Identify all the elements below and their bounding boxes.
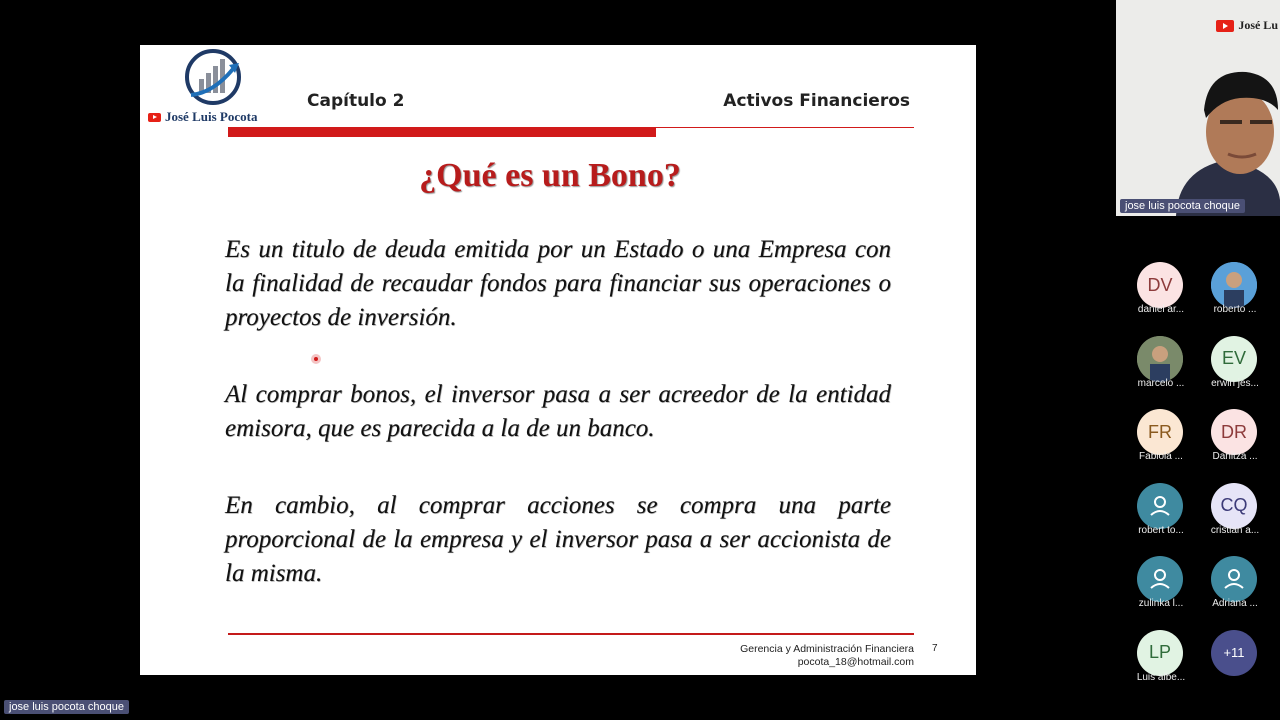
participant-tile[interactable] — [1198, 334, 1272, 407]
topic-label: Activos Financieros — [723, 91, 910, 111]
presenter-name-tag: jose luis pocota choque — [4, 700, 129, 714]
person-icon — [1137, 556, 1183, 602]
participant-avatar: DR — [1211, 409, 1257, 455]
participant-tile[interactable] — [1124, 334, 1198, 407]
participant-tile[interactable] — [1124, 260, 1198, 333]
more-participants-badge: +11 — [1211, 630, 1257, 676]
participant-tile[interactable] — [1198, 628, 1272, 701]
participant-avatar: CQ — [1211, 483, 1257, 529]
participant-name: Luis albe... — [1136, 671, 1186, 683]
participant-tile[interactable] — [1198, 554, 1272, 627]
participant-avatar: FR — [1137, 409, 1183, 455]
participant-tile[interactable] — [1124, 481, 1198, 554]
participant-name: zulinka l... — [1138, 598, 1184, 609]
footer-rule — [228, 633, 914, 635]
person-icon — [1211, 556, 1257, 602]
paragraph-definition: Es un titulo de deuda emitida por un Estado o una Empresa con la finalidad de recaudar fondos para financiar sus operaciones o proyectos de inversión. — [225, 236, 891, 331]
paragraph-bonds: Al comprar bonos, el inversor pasa a ser acreedor de la entidad emisora, que es parecida a la de un banco. — [225, 381, 891, 442]
brand-name: José Luis Pocota — [165, 109, 258, 124]
participant-name: cristian a... — [1210, 524, 1260, 536]
participant-avatar: EV — [1211, 336, 1257, 382]
footer-email: pocota_18@hotmail.com — [797, 656, 914, 668]
chart-logo-icon — [183, 49, 243, 105]
participant-tile[interactable] — [1124, 407, 1198, 480]
participant-avatar: LP — [1137, 630, 1183, 676]
paragraph-stocks: En cambio, al comprar acciones se compra una parte proporcional de la empresa y el inversor pasa a ser accionista de la misma. — [225, 492, 891, 587]
person-icon — [1137, 483, 1183, 529]
participant-photo — [1211, 262, 1257, 308]
youtube-icon — [148, 113, 161, 122]
header-rule — [656, 127, 914, 128]
youtube-icon — [1216, 20, 1234, 32]
participant-avatar: DV — [1137, 262, 1183, 308]
participant-name: marcelo ... — [1137, 377, 1185, 389]
participant-tile[interactable] — [1198, 260, 1272, 333]
participant-tile[interactable] — [1124, 628, 1198, 701]
participant-name: Fabiola ... — [1139, 451, 1183, 462]
participant-name: roberto ... — [1213, 304, 1257, 315]
slide-footer — [740, 643, 914, 669]
video-brand: José Lu — [1238, 18, 1278, 32]
speaker-video-tile[interactable] — [1116, 0, 1280, 216]
participant-tile[interactable] — [1198, 407, 1272, 480]
participant-tile[interactable] — [1124, 554, 1198, 627]
participant-name: daniel ar... — [1137, 304, 1185, 315]
participant-name: erwin jes... — [1211, 377, 1259, 389]
participant-name: Danitza ... — [1212, 451, 1258, 462]
participant-name: Adriana ... — [1212, 598, 1258, 609]
page-number: 7 — [932, 643, 938, 654]
footer-course: Gerencia y Administración Financiera — [740, 643, 914, 655]
participant-name: robert to... — [1138, 524, 1184, 536]
participant-photo — [1137, 336, 1183, 382]
header-accent-bar — [228, 127, 656, 137]
speaker-name-tag: jose luis pocota choque — [1120, 199, 1245, 213]
laser-pointer-icon — [311, 354, 321, 364]
presentation-slide — [140, 45, 976, 675]
slide-title: ¿Qué es un Bono? — [419, 157, 681, 194]
brand-logo — [140, 45, 280, 130]
participant-tile[interactable] — [1198, 481, 1272, 554]
chapter-label: Capítulo 2 — [307, 91, 405, 111]
